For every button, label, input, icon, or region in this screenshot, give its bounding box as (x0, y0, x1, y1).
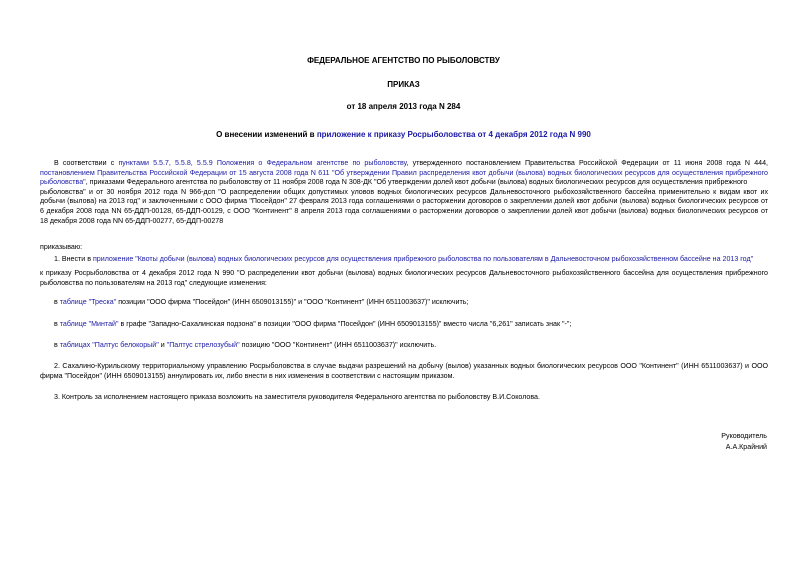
change-text: в (54, 341, 60, 349)
change-text: и (158, 341, 167, 349)
regulation-link[interactable]: пунктами 5.5.7, 5.5.8, 5.5.9 Положения о Федеральном агентстве по рыболовству (118, 159, 407, 167)
item-2 (40, 362, 768, 381)
change-2 (54, 320, 784, 330)
change-text: в (54, 298, 60, 306)
change-text: в (54, 320, 60, 328)
item-1-line-2: к приказу Росрыболовства от 4 декабря 2012 года N 990 "О распределении квот добычи (вылова) водных биологических ресурсов Дальневосточного рыбохозяйственного бассейна для осуществления прибрежного (40, 269, 768, 277)
item-1-text: 1. Внести в (54, 255, 93, 263)
preamble-text: , утвержденного постановлением Правительства Российской Федерации от 11 июня 2008 года N 444, (406, 159, 768, 167)
order-word: приказываю: (40, 243, 83, 251)
agency-name: ФЕДЕРАЛЬНОЕ АГЕНТСТВО ПО РЫБОЛОВСТВУ (307, 56, 500, 65)
signature-position: Руководитель (721, 432, 767, 440)
table-cod-link[interactable]: таблице "Треска" (59, 298, 117, 306)
preamble-text: В соответствии с (54, 159, 119, 167)
change-3 (54, 341, 784, 351)
doc-title-link[interactable]: приложение к приказу Росрыболовства от 4 декабря 2012 года N 990 (316, 130, 591, 139)
appendix-link[interactable]: приложение "Квоты добычи (вылова) водных биологических ресурсов для осуществления прибрежного рыболовства по пользователям в Дальневосточном рыбохозяйственном бассейне на 2013 год" (92, 255, 754, 263)
item-3: 3. Контроль за исполнением настоящего приказа возложить на заместителя руководителя Федерального агентства по рыболовству В.И.Соколова. (54, 393, 540, 401)
table-pollock-link[interactable]: таблице "Минтай" (59, 320, 119, 328)
preamble-line-7: 18 декабря 2008 года NN 65-ДДП-00277, 65-ДДП-00278 (40, 216, 224, 225)
change-1 (54, 298, 784, 308)
preamble (40, 159, 768, 226)
item-1 (40, 255, 768, 265)
table-halibut-arrowtooth-link[interactable]: "Палтус стрелозубый" (166, 341, 240, 349)
doc-type: ПРИКАЗ (387, 80, 420, 89)
change-text: в графе "Западно-Сахалинская подзона" в позиции "ООО фирма "Посейдон" (ИНН 6509013155)" вместо числа "6,261" записать знак "-"; (118, 320, 572, 328)
change-text: позицию "ООО "Континент" (ИНН 6511003637)" исключить. (239, 341, 437, 349)
item-2-line-2: фирма "Посейдон" (ИНН 6509013155) аннулировать их, либо внести в них изменения в соответствии с настоящим приказом. (40, 371, 455, 380)
item-2-line-1: 2. Сахалино-Курильскому территориальному управлению Росрыболовства в случае выдачи разрешений на добычу (вылов) указанных водных биологических ресурсов ООО "Континент" (ИНН 6511003637) и ООО (54, 362, 768, 370)
doc-date-number: от 18 апреля 2013 года N 284 (346, 102, 461, 111)
preamble-line-3 (40, 178, 768, 188)
table-halibut-white-link[interactable]: таблицах "Палтус белокорый" (59, 341, 159, 349)
change-text: позиции "ООО фирма "Посейдон" (ИНН 6509013155)" и "ООО "Континент" (ИНН 6511003637)" исключить; (116, 298, 469, 306)
item-1-cont (40, 269, 768, 288)
preamble-line-5: добычи (вылова) на 2013 год" и заключенными с ООО фирма "Посейдон" 27 февраля 2013 года соглашениями о расторжении договоров о закреплении долей квот добычи (вылова) водных биологических ресурсов от (40, 197, 768, 206)
preamble-line-4: рыболовства" и от 30 ноября 2012 года N 966-дсп "О распределении общих допустимых уловов водных биологических ресурсов Дальневосточного рыбохозяйственного бассейна применительно к видам квот их (40, 187, 768, 196)
government-decree-link[interactable]: постановлением Правительства Российской Федерации от 15 августа 2008 года N 611 "Об утверждении Правил распределения квот добычи (вылова) водных биологических ресурсов для осуществления прибрежного (40, 168, 768, 177)
item-1-line-1 (40, 255, 768, 265)
preamble-line-1 (40, 159, 768, 169)
item-1-line-3: рыболовства по пользователям на 2013 год" следующие изменения: (40, 278, 267, 287)
doc-title-prefix: О внесении изменений в (216, 130, 317, 139)
preamble-text: , приказами Федерального агентства по рыболовству от 11 ноября 2008 года N 308-ДК "Об утверждении долей квот добычи (вылова) водных биологических ресурсов для осуществления прибрежного (85, 178, 748, 187)
preamble-line-2 (40, 169, 768, 179)
signature-name: А.А.Крайний (725, 443, 767, 451)
preamble-line-6: 6 декабря 2008 года NN 65-ДДП-00128, 65-ДДП-00129, с ООО "Континент" 8 апреля 2013 года соглашениями о расторжении договоров о закреплении долей квот добычи (вылова) водных биологических ресурсов от (40, 206, 768, 215)
doc-title (0, 130, 807, 140)
government-decree-link-end[interactable]: рыболовства" (40, 178, 86, 187)
